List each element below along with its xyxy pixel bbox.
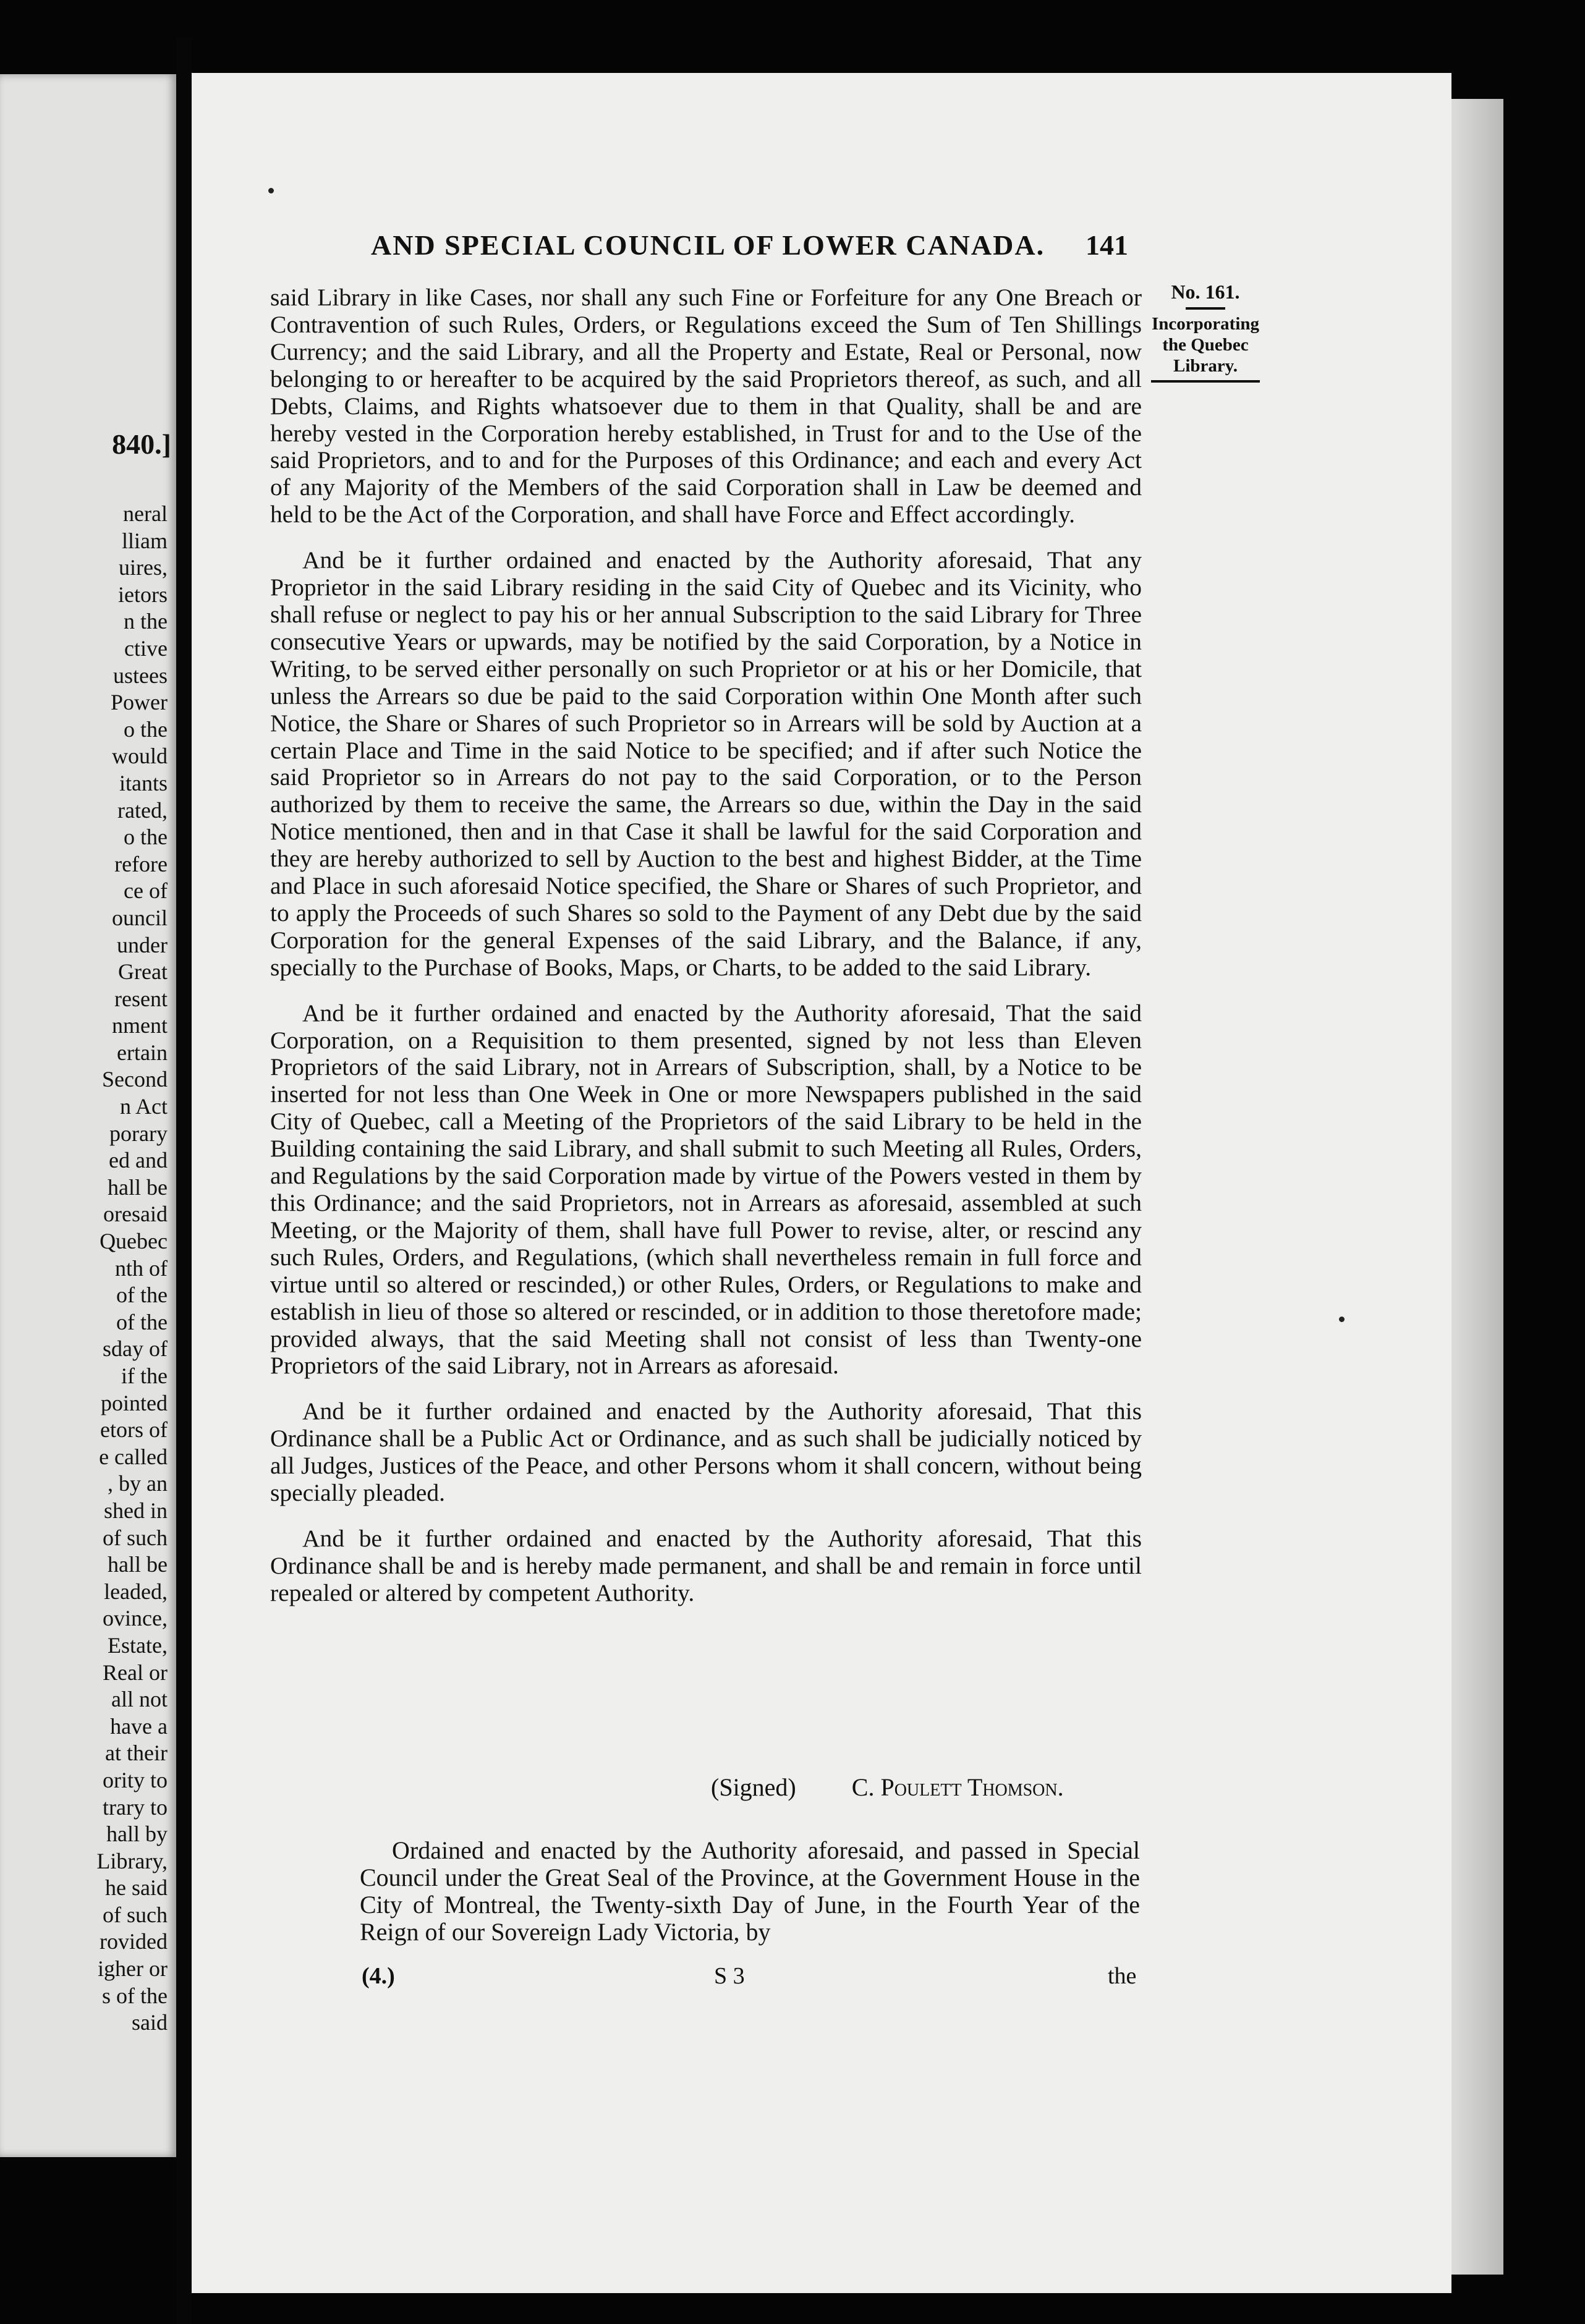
left-page-line: of the: [116, 1283, 168, 1308]
left-page-line: igher or: [98, 1956, 168, 1982]
page-edge: [1451, 99, 1503, 2275]
left-page-line: itants: [119, 770, 168, 795]
body-text: [270, 284, 1142, 1626]
left-page-line: Estate,: [108, 1632, 168, 1658]
left-page-line: if the: [121, 1363, 168, 1388]
left-page-line: hall by: [106, 1821, 168, 1847]
left-page-line: trary to: [103, 1794, 168, 1820]
running-header: AND SPECIAL COUNCIL OF LOWER CANADA.: [371, 229, 1045, 261]
left-page-line: hall be: [108, 1174, 168, 1200]
left-page-line: refore: [114, 851, 168, 876]
left-page-line: under: [117, 932, 168, 957]
side-note: [1141, 281, 1270, 386]
left-page-line: of such: [103, 1525, 168, 1550]
speck: [1339, 1317, 1345, 1322]
left-page-line: of such: [103, 1902, 168, 1927]
left-page-line: ietors: [118, 582, 168, 607]
left-page-line: nment: [112, 1013, 168, 1038]
signature: [711, 1773, 1064, 1802]
side-note-rule: [1151, 380, 1260, 383]
paragraph: And be it further ordained and enacted by the Authority aforesaid, That the said Corporation, on a Requisition to them presented, signed by not less than Eleven Proprietors of the said Library, not in Arrears of Subscription, shall, by a Notice to be inserted for not less than One Week in One or more Newspapers published in the said City of Quebec, call a Meeting of the Proprietors of the said Library to be held in the Building containing the said Library, and shall submit to such Meeting all Rules, Orders, and Regulations by the said Corporation made by virtue of the Powers vested in them by this Ordinance; and the said Proprietors, not in Arrears as aforesaid, assembled at such Meeting, or the Majority of them, shall have full Power to revise, alter, or rescind any such Rules, Orders, and Regulations, (which shall nevertheless remain in full force and virtue until so altered or rescinded,) or other Rules, Orders, or Regulations to make and establish in lieu of those so altered or rescinded, or in addition to those theretofore made; provided always, that the said Meeting shall not consist of less than Twenty-one Proprietors of the said Library, not in Arrears as aforesaid.: [270, 999, 1142, 1380]
closing-paragraph: Ordained and enacted by the Authority aforesaid, and passed in Special Council under the Great Seal of the Province, at the Government House in the City of Montreal, the Twenty-sixth Day of June, in the Fourth Year of the Reign of our Sovereign Lady Victoria, by: [360, 1836, 1140, 1946]
left-page-line: Second: [102, 1067, 168, 1092]
left-page-line: resent: [114, 986, 168, 1011]
side-note-rule: [1186, 307, 1225, 310]
left-page-line: n the: [124, 609, 168, 634]
paragraph: And be it further ordained and enacted by the Authority aforesaid, That this Ordinance shall be a Public Act or Ordinance, and as such shall be judicially noticed by all Judges, Justices of the Peace, and other Persons whom it shall concern, without being specially pleaded.: [270, 1397, 1142, 1507]
paragraph: said Library in like Cases, nor shall any such Fine or Forfeiture for any One Breach or Contravention of such Rules, Orders, or Regulations exceed the Sum of Ten Shillings Currency; and the said Library, and all the Property and Estate, Real or Personal, now belonging to or hereafter to be acquired by the said Proprietors thereof, as such, and all Debts, Claims, and Rights whatsoever due to them in that Quality, shall be and are hereby vested in the Corporation hereby established, in Trust for and to the Use of the said Proprietors, and to and for the Purposes of this Ordinance; and each and every Act of any Majority of the Members of the said Corporation shall in Law be deemed and held to be the Act of the Corporation, and shall have Force and Effect accordingly.: [270, 284, 1142, 528]
signature-mark: S 3: [714, 1963, 745, 1989]
left-page-line: porary: [109, 1121, 168, 1146]
left-page-line: , by an: [108, 1471, 168, 1496]
left-page-line: ovince,: [103, 1606, 168, 1631]
left-page-line: rovided: [100, 1929, 168, 1954]
left-page-line: ouncil: [112, 905, 168, 930]
left-page-line: Great: [118, 959, 168, 985]
left-page-line: shed in: [104, 1498, 168, 1523]
side-note-title: Incorporating the Quebec Library.: [1152, 314, 1259, 376]
left-page-line: uires,: [119, 555, 168, 580]
left-page-line: rated,: [117, 797, 168, 823]
left-page-line: would: [112, 744, 168, 769]
signature-name: C. Poulett Thomson.: [851, 1773, 1064, 1801]
left-page-header: 840.]: [112, 428, 171, 460]
left-page-line: e called: [99, 1444, 168, 1469]
left-page-line: ctive: [124, 635, 168, 661]
closing-clause: [360, 1837, 1140, 1946]
left-page-line: ustees: [113, 663, 168, 688]
paragraph: And be it further ordained and enacted by the Authority aforesaid, That this Ordinance shall be and is hereby made permanent, and shall be and remain in force until repealed or altered by competent Authority.: [270, 1524, 1142, 1606]
left-page-line: have a: [110, 1713, 168, 1739]
left-page-line: sday of: [103, 1336, 168, 1362]
left-page-line: hall be: [108, 1552, 168, 1577]
left-page-line: leaded,: [104, 1579, 168, 1604]
left-page-line: etors of: [100, 1417, 168, 1443]
left-page-line: lliam: [122, 528, 168, 553]
left-page-line: at their: [105, 1741, 168, 1766]
catchword: the: [1108, 1963, 1137, 1989]
left-page-line: Library,: [96, 1848, 168, 1873]
left-page-line: of the: [116, 1309, 168, 1334]
left-page-line: nth of: [115, 1255, 168, 1281]
left-page-line: ed and: [109, 1148, 168, 1173]
left-page-line: oresaid: [103, 1202, 168, 1227]
left-page-line: Quebec: [100, 1229, 168, 1254]
speck: [268, 188, 274, 193]
page-number: 141: [1086, 229, 1128, 261]
left-page-line: pointed: [101, 1390, 168, 1415]
left-page-line: neral: [123, 501, 168, 526]
footer-item-number: (4.): [362, 1963, 395, 1989]
book-gutter: [176, 37, 192, 2324]
side-note-number: No. 161.: [1171, 281, 1240, 303]
left-page-line: o the: [124, 716, 168, 742]
left-page-line: all not: [111, 1687, 168, 1712]
left-page-line: n Act: [120, 1094, 168, 1119]
left-page-text: [0, 501, 168, 2037]
left-page-line: Power: [111, 690, 168, 715]
left-page-fragment: [0, 74, 176, 2157]
left-page-line: ce of: [124, 878, 168, 904]
left-page-line: he said: [105, 1875, 168, 1901]
left-page-line: Real or: [103, 1660, 168, 1685]
signature-label: (Signed): [711, 1773, 796, 1801]
left-page-line: s of the: [102, 1983, 168, 2008]
left-page-line: ertain: [117, 1040, 168, 1065]
paragraph: And be it further ordained and enacted by the Authority aforesaid, That any Proprietor in the said Library residing in the said City of Quebec and its Vicinity, who shall refuse or neglect to pay his or her annual Subscription to the said Library for Three consecutive Years or upwards, may be notified by the said Corporation, by a Notice in Writing, to be served either personally on such Proprietor or at his or her Domicile, that unless the Arrears so due be paid to the said Corporation within One Month after such Notice, the Share or Shares of such Proprietor so in Arrears will be sold by Auction at a certain Place and Time in the said Notice to be specified; and if after such Notice the said Proprietor so in Arrears do not pay to the said Corporation, or to the Person authorized by them to receive the same, the Arrears so due, within the Day in the said Notice mentioned, then and in that Case it shall be lawful for the said Corporation and they are hereby authorized to sell by Auction to the best and highest Bidder, at the Time and Place in such aforesaid Notice specified, the Share or Shares of such Proprietor, and to apply the Proceeds of such Shares so sold to the Payment of any Debt due by the said Corporation for the general Expenses of the said Library, and the Balance, if any, specially to the Purchase of Books, Maps, or Charts, to be added to the said Library.: [270, 546, 1142, 981]
left-page-line: ority to: [103, 1767, 168, 1792]
left-page-line: said: [132, 2010, 168, 2035]
left-page-line: o the: [124, 825, 168, 850]
